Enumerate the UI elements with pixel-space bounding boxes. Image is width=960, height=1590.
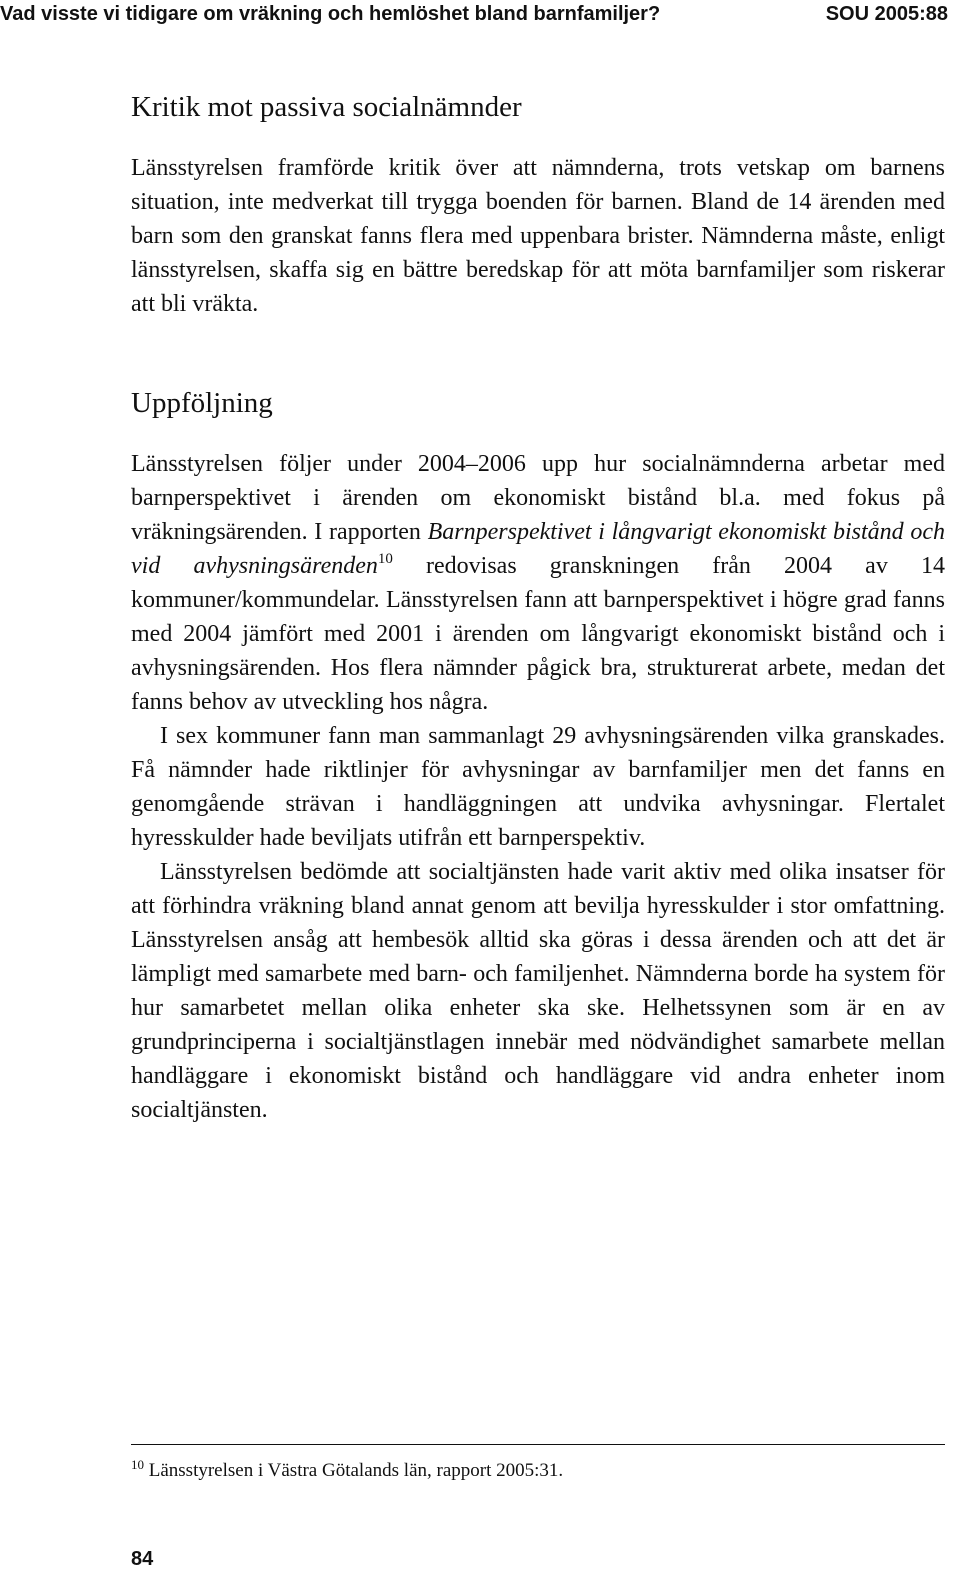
section-heading-uppfoljning: Uppföljning [131,387,273,419]
paragraph-text: Länsstyrelsen följer under 2004–2006 upp hur socialnämnderna arbetar med barnperspektivet i ärenden om ekonomiskt bistånd bl.a. med fokus på vräkningsärenden. I rapporten [131,451,945,545]
paragraph-uppfoljning-1 [131,447,945,719]
paragraph-uppfoljning-3: Länsstyrelsen bedömde att socialtjänsten hade varit aktiv med olika insatser för att förhindra vräkning bland annat genom att bevilja hyresskulder i stor omfattning. Länsstyrelsen ansåg att hembesök alltid ska göras i dessa ärenden och att det är lämpligt med samarbete med barn- och familjenhet. Nämnderna borde ha system för hur samarbetet mellan olika enheter ska ske. Helhetssynen som är en av grundprinciperna i socialtjänstlagen innebär med nödvändighet samarbete mellan handläggare i ekonomiskt bistånd och handläggare vid andra enheter inom socialtjänsten. [131,859,945,1123]
report-title: Barnperspektivet i långvarigt ekonomiskt bistånd och vid avhysningsärenden [131,519,945,579]
running-head-title: Vad visste vi tidigare om vräkning och hemlöshet bland barnfamiljer? [0,3,661,25]
running-head-report-id: SOU 2005:88 [825,3,948,25]
footnote-reference[interactable]: 10 [377,551,393,567]
paragraph-text: redovisas granskningen från 2004 av 14 kommuner/kommundelar. Länsstyrelsen fann att barnperspektivet i högre grad fanns med 2004 jämfört med 2001 i ärenden om långvarigt ekonomiskt bistånd och i avhysningsärenden. Hos flera nämnder pågick bra, strukturerat arbete, medan det fanns behov av utveckling hos några. [131,553,945,715]
paragraph-kritik: Länsstyrelsen framförde kritik över att nämnderna, trots vetskap om barnens situation, inte medverkat till trygga boenden för barnen. Bland de 14 ärenden med barn som den granskat fanns flera med uppenbara brister. Nämnderna måste, enligt länsstyrelsen, skaffa sig en bättre beredskap för att möta barnfamiljer som riskerar att bli vräkta. [131,155,945,317]
footnote-number: 10 [131,1457,144,1472]
page-number: 84 [131,1548,154,1570]
footnote-text: Länsstyrelsen i Västra Götalands län, rapport 2005:31. [144,1460,564,1481]
section-heading-kritik: Kritik mot passiva socialnämnder [131,91,522,123]
footnote-divider [131,1444,945,1445]
paragraph-uppfoljning-2: I sex kommuner fann man sammanlagt 29 avhysningsärenden vilka granskades. Få nämnder hade riktlinjer för avhysningar av barnfamiljer men det fanns en genomgående strävan i handläggningen att undvika avhysningar. Flertalet hyresskulder hade beviljats utifrån ett barnperspektiv. [131,723,945,851]
footnote [131,1458,945,1484]
running-head [0,0,960,30]
body-text [131,85,945,1127]
